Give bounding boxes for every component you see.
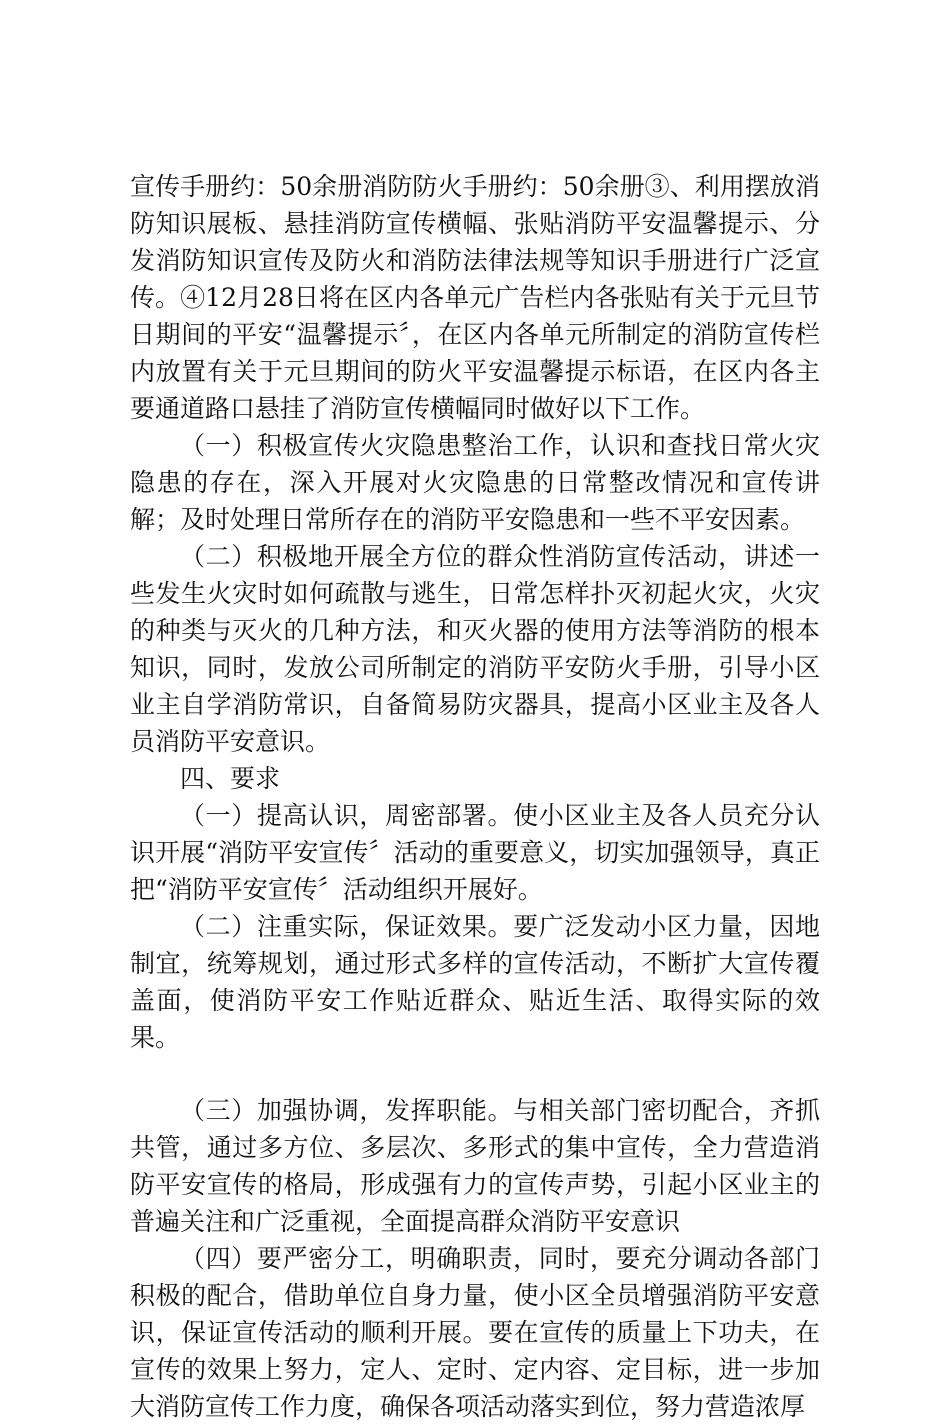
requirement-item-2: （二）注重实际，保证效果。要广泛发动小区力量，因地制宜，统筹规划，通过形式多样的宣传活动，不断扩大宣传覆盖面，使消防平安工作贴近群众、贴近生活、取得实际的效果。 bbox=[130, 912, 820, 1052]
paragraph-item-2: （二）积极地开展全方位的群众性消防宣传活动，讲述一些发生火灾时如何疏散与逃生，日常怎样扑灭初起火灾，火灾的种类与灭火的几种方法，和灭火器的使用方法等消防的根本知识，同时，发放公司所制定的消防平安防火手册，引导小区业主自学消防常识，自备简易防灾器具，提高小区业主及各人员消防平安意识。 bbox=[130, 542, 820, 756]
paragraph-item-1: （一）积极宣传火灾隐患整治工作，认识和查找日常火灾隐患的存在，深入开展对火灾隐患的日常整改情况和宣传讲解；及时处理日常所存在的消防平安隐患和一些不平安因素。 bbox=[130, 431, 820, 534]
blank-line bbox=[130, 1056, 820, 1092]
requirement-item-3: （三）加强协调，发挥职能。与相关部门密切配合，齐抓共管，通过多方位、多层次、多形式的集中宣传，全力营造消防平安宣传的格局，形成强有力的宣传声势，引起小区业主的普遍关注和广泛重视，全面提高群众消防平安意识 bbox=[130, 1096, 820, 1236]
paragraph-continuation: 宣传手册约：50余册消防防火手册约：50余册③、利用摆放消防知识展板、悬挂消防宣传横幅、张贴消防平安温馨提示、分发消防知识宣传及防火和消防法律法规等知识手册进行广泛宣传。④12月28日将在区内各单元广告栏内各张贴有关于元旦节日期间的平安“温馨提示〞，在区内各单元所制定的消防宣传栏内放置有关于元旦期间的防火平安温馨提示标语，在区内各主要通道路口悬挂了消防宣传横幅同时做好以下工作。 bbox=[130, 172, 820, 423]
document-page bbox=[130, 168, 820, 1425]
requirement-item-1: （一）提高认识，周密部署。使小区业主及各人员充分认识开展“消防平安宣传〞活动的重要意义，切实加强领导，真正把“消防平安宣传〞活动组织开展好。 bbox=[130, 801, 820, 904]
requirement-item-4: （四）要严密分工，明确职责，同时，要充分调动各部门积极的配合，借助单位自身力量，使小区全员增强消防平安意识，保证宣传活动的顺利开展。要在宣传的质量上下功夫，在宣传的效果上努力，定人、定时、定内容、定目标，进一步加大消防宣传工作力度，确保各项活动落实到位，努力营造浓厚 bbox=[130, 1244, 820, 1421]
section-heading-requirements: 四、要求 bbox=[180, 764, 281, 793]
